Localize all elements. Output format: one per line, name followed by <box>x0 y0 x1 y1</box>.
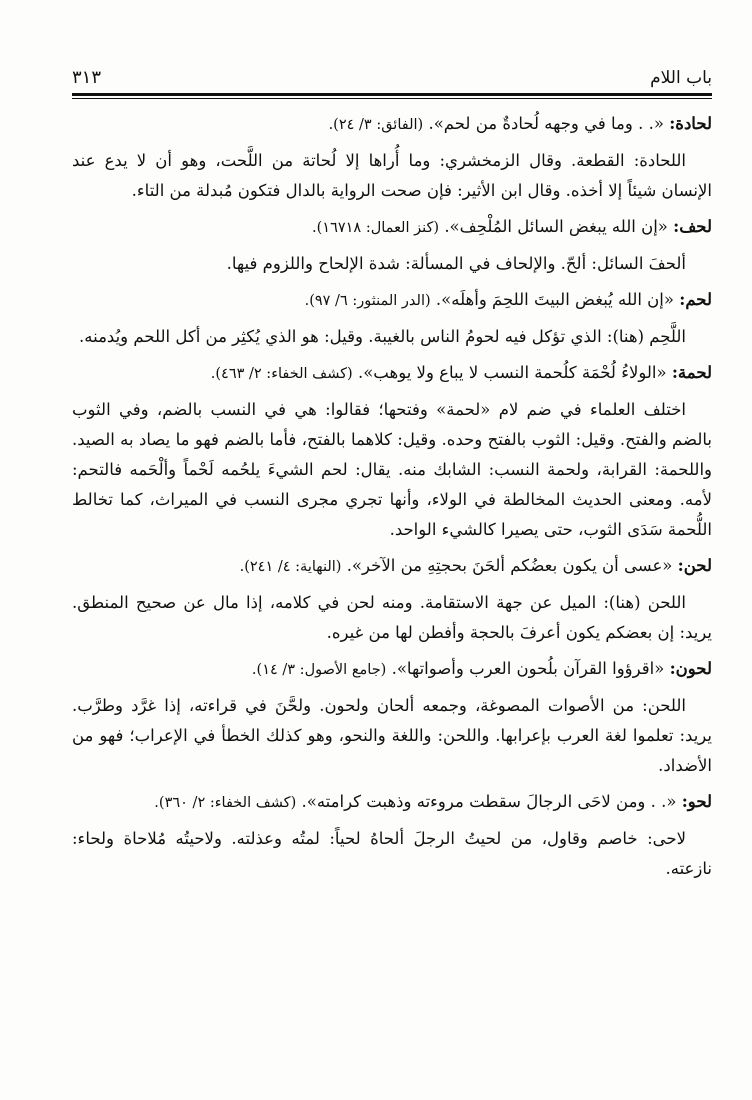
headword: لحو: <box>681 792 712 811</box>
citation: (كشف الخفاء: ٢/ ٤٦٣). <box>210 366 353 382</box>
entry-luhma <box>72 358 712 389</box>
dictionary-page <box>72 60 712 890</box>
hadith-quote: «عسى أن يكون بعضُكم ألحَنَ بحجتِهِ من الآخر». <box>346 556 673 575</box>
entry-lahada <box>72 109 712 140</box>
citation: (النهاية: ٤/ ٢٤١). <box>239 559 342 575</box>
citation: (جامع الأصول: ٣/ ١٤). <box>251 662 387 678</box>
definition: اللحادة: القطعة. وقال الزمخشري: وما أُراها إلا لُحاتة من اللَّحت، وهو أن لا يدع عند الإنسان شيئاً إلا أخذه. وقال ابن الأثير: فإن صحت الرواية بالدال فتكون مُبدلة من التاء. <box>72 151 712 200</box>
headword: لحمة: <box>671 363 712 382</box>
definition: اللحن: من الأصوات المصوغة، وجمعه ألحان ولحون. ولحَّنَ في قراءته، إذا غرَّد وطرَّب. يريد: تعلموا لغة العرب بإعرابها. واللحن: واللغة والنحو، وهو كذلك الخطأ في الإعراب؛ فهو من الأضداد. <box>72 696 712 775</box>
headword: لحادة: <box>669 114 712 133</box>
citation: (الدر المنثور: ٦/ ٩٧). <box>304 293 431 309</box>
hadith-quote: «إن الله يبغض السائل المُلْحِف». <box>444 217 668 236</box>
headword: لحون: <box>669 659 712 678</box>
chapter-title: باب اللام <box>650 68 712 88</box>
definition: لاحى: خاصم وقاول، من لحيتُ الرجلَ ألحاهُ لحياً: لمتُه وعذلته. ولاحيتُه مُلاحاة ولحاء: نازعته. <box>72 829 712 878</box>
hadith-quote: «اقرؤوا القرآن بلُحون العرب وأصواتها». <box>391 659 665 678</box>
hadith-quote: «الولاءُ لُحْمَة كلُحمة النسب لا يباع ولا يوهب». <box>357 363 667 382</box>
header-rule-thin <box>72 98 712 99</box>
definition: اللَّحِم (هنا): الذي تؤكل فيه لحومُ الناس بالغيبة. وقيل: هو الذي يُكثِر من أكل اللحم ويُدمنه. <box>79 327 686 346</box>
headword: لحف: <box>673 217 712 236</box>
citation: (كنز العمال: ١٦٧١٨). <box>312 220 440 236</box>
entry-lahw <box>72 787 712 818</box>
headword: لحن: <box>677 556 712 575</box>
hadith-quote: «. . وما في وجهه لُحادةٌ من لحم». <box>428 114 664 133</box>
entry-lahn <box>72 551 712 582</box>
header-rule-thick <box>72 93 712 96</box>
citation: (الفائق: ٣/ ٢٤). <box>328 117 424 133</box>
page-header <box>72 60 712 91</box>
hadith-quote: «. . ومن لاحَى الرجالَ سقطت مروءته وذهبت كرامته». <box>301 792 677 811</box>
entry-lahf <box>72 212 712 243</box>
definition: اللحن (هنا): الميل عن جهة الاستقامة. ومنه لحن في كلامه، إذا مال عن صحيح المنطق. يريد: إن بعضكم يكون أعرفَ بالحجة وأفطن لها من غيره. <box>72 593 712 642</box>
citation: (كشف الخفاء: ٢/ ٣٦٠). <box>154 795 297 811</box>
definition: اختلف العلماء في ضم لام «لحمة» وفتحها؛ فقالوا: هي في النسب بالضم، وفي الثوب بالضم والفتح. وقيل: الثوب بالفتح وحده. وقيل: كلاهما بالفتح، فأما بالضم فهو ما يصاد به الصيد. واللحمة: القرابة، ولحمة النسب: الشابك منه. يقال: لحم الشيءَ يلحُمه لَحْماً وألْحَمه فالتحم: لأمه. ومعنى الحديث المخالطة في الولاء، وأنها تجري مجرى النسب في الميراث، كما تخالط اللُّحمة سَدَى الثوب، حتى يصيرا كالشيء الواحد. <box>72 400 712 539</box>
headword: لحم: <box>679 290 712 309</box>
entry-luhun <box>72 654 712 685</box>
page-number: ٣١٣ <box>72 67 102 88</box>
entry-lahm <box>72 285 712 316</box>
hadith-quote: «إن الله يُبغض البيتَ اللحِمَ وأهلَه». <box>435 290 674 309</box>
definition: ألحفَ السائل: ألحّ. والإلحاف في المسألة: شدة الإلحاح واللزوم فيها. <box>226 254 686 273</box>
